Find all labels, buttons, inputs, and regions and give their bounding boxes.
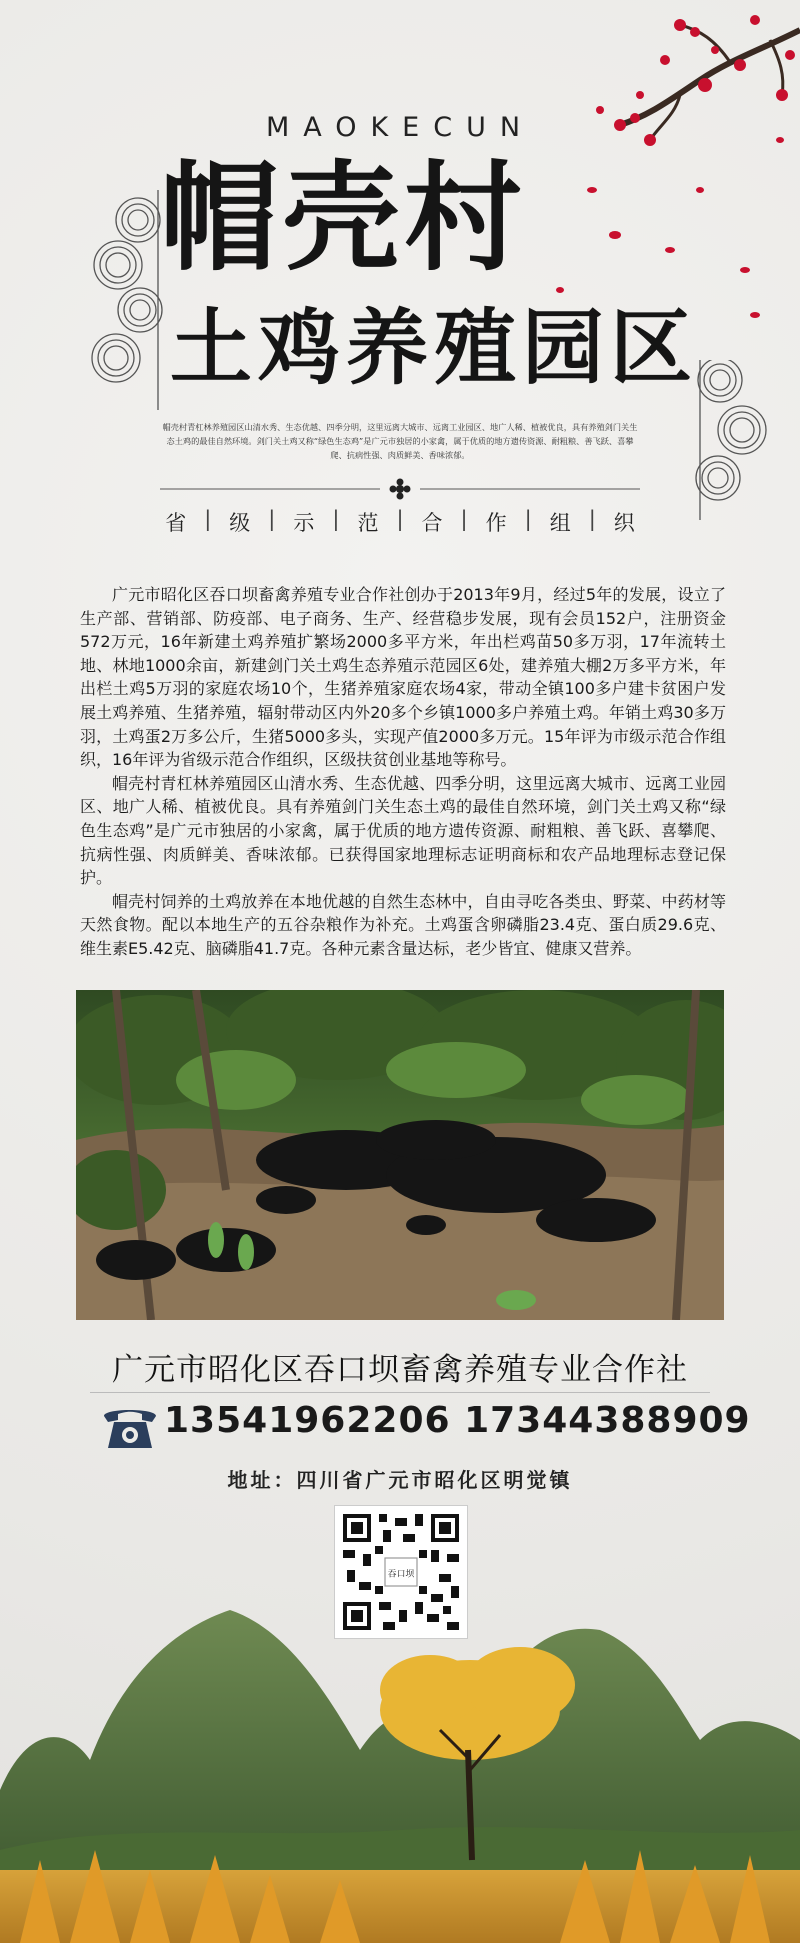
body-text — [80, 583, 726, 961]
badge-char: 合 — [421, 511, 443, 535]
phone-numbers: 13541962206 17344388909 — [164, 1400, 751, 1441]
divider — [90, 1392, 710, 1393]
badge-char: 组 — [549, 511, 571, 535]
badge-char: 织 — [613, 511, 635, 535]
badge-char: 范 — [357, 511, 379, 535]
paragraph: 帽壳村青杠林养殖园区山清水秀、生态优越、四季分明，这里远离大城市、远离工业园区、地广人稀、植被优良。具有养殖剑门关生态土鸡的最佳自然环境，剑门关土鸡又称“绿色生态鸡”是广元市独居的小家禽，属于优质的地方遗传资源、耐粗粮、善飞跃、喜攀爬、抗病性强、肉质鲜美、香味浓郁。已获得国家地理标志证明商标和农产品地理标志登记保护。 — [80, 773, 726, 888]
badge-char: 示 — [293, 511, 315, 535]
badge-char: 作 — [485, 511, 507, 535]
cloud-pattern-left-icon — [78, 180, 168, 410]
page-title: 帽壳村 — [160, 149, 527, 287]
badge-provincial-demo: 省 | 级 | 示 | 范 | 合 | 作 | 组 | 织 — [165, 507, 635, 535]
chicken-farm-photo — [76, 990, 724, 1320]
telephone-icon — [100, 1402, 160, 1452]
qr-code-icon — [335, 1506, 467, 1638]
qr-code[interactable] — [334, 1505, 468, 1639]
badge-char: 级 — [229, 511, 251, 535]
organization-name: 广元市昭化区吞口坝畜禽养殖专业合作社 — [112, 1352, 688, 1388]
paragraph: 帽壳村饲养的土鸡放养在本地优越的自然生态林中，自由寻吃各类虫、野菜、中药材等天然食物。配以本地生产的五谷杂粮作为补充。土鸡蛋含卵磷脂23.4克、蛋白质29.6克、维生素E5.42克、脑磷脂41.7克。各种元素含量达标，老少皆宜、健康又营养。 — [80, 891, 726, 958]
page-subtitle: 土鸡养殖园区 — [170, 301, 699, 396]
paragraph: 广元市昭化区吞口坝畜禽养殖专业合作社创办于2013年9月，经过5年的发展，设立了生产部、营销部、防疫部、电子商务、生产、经营稳步发展，现有会员152户，注册资金572万元，16年新建土鸡养殖扩繁场2000多平方米，年出栏鸡苗50多万羽，17年流转土地、林地1000余亩，新建剑门关土鸡生态养殖示范园区6处，建养殖大棚2万多平方米，年出栏土鸡5万羽的家庭农场10个，生猪养殖家庭农场4家，带动全镇100多户建卡贫困户发展土鸡养殖、生猪养殖，辐射带动区内外20多个乡镇1000多户养殖土鸡。年销土鸡30多万羽，土鸡蛋2万多公斤，生猪5000多头，实现产值2000多万元。15年评为市级示范合作组织，16年评为省级示范合作组织，区级扶贫创业基地等称号。 — [80, 585, 726, 770]
brand-english: MAOKECUN — [265, 112, 535, 143]
address: 地址：四川省广元市昭化区明觉镇 — [227, 1468, 573, 1492]
divider-ornament-icon — [0, 474, 800, 504]
plum-blossom-icon — [500, 0, 800, 340]
intro-text: 帽壳村青杠林养殖园区山清水秀、生态优越、四季分明，这里远离大城市、远离工业园区、地广人稀、植被优良，具有养殖剑门关生态土鸡的最佳自然环境。剑门关土鸡又称“绿色生态鸡”是广元市独居的小家禽，属于优质的地方遗传资源、耐粗粮、善飞跃、喜攀爬、抗病性强、肉质鲜美、香味浓郁。 — [162, 422, 638, 460]
badge-char: 省 — [165, 511, 187, 535]
qr-center-label: 吞口坝 — [387, 1569, 415, 1580]
